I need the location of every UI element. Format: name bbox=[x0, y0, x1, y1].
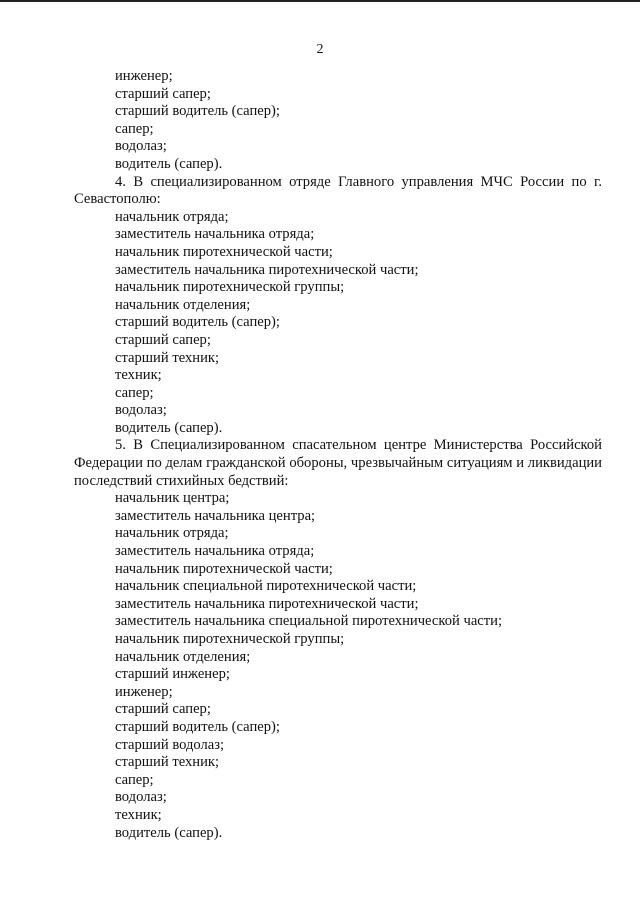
section-heading: 4. В специализированном отряде Главного управления МЧС России по г. Севастополю: bbox=[74, 173, 602, 208]
list-item: водитель (сапер). bbox=[115, 824, 223, 841]
list-item: начальник отделения; bbox=[115, 296, 251, 313]
list-item: старший водитель (сапер); bbox=[115, 718, 280, 735]
document-body bbox=[74, 68, 602, 842]
list-item: старший водитель (сапер); bbox=[115, 314, 280, 331]
list-continued bbox=[74, 68, 602, 174]
list-item: заместитель начальника отряда; bbox=[115, 543, 315, 560]
list-item: инженер; bbox=[115, 68, 173, 84]
list-item: старший техник; bbox=[115, 349, 220, 366]
list-item: старший сапер; bbox=[115, 331, 211, 348]
section-heading: 5. В Специализированном спасательном центре Министерства Российской Федерации по делам гражданской обороны, чрезвычайным ситуациям и ликвидации последствий стихийных бедствий: bbox=[74, 437, 602, 489]
list-item: старший сапер; bbox=[115, 701, 211, 718]
list-item: старший инженер; bbox=[115, 666, 230, 683]
list-item: инженер; bbox=[115, 683, 173, 700]
list-item: начальник пиротехнической группы; bbox=[115, 631, 345, 647]
list-item: старший сапер; bbox=[115, 85, 211, 102]
page-number: 2 bbox=[316, 42, 324, 57]
list-item: начальник отряда; bbox=[115, 525, 229, 542]
page-top-edge bbox=[0, 0, 640, 2]
list-item: заместитель начальника специальной пиротехнической части; bbox=[115, 613, 503, 630]
list-item: начальник пиротехнической части; bbox=[115, 560, 333, 577]
list-item: водолаз; bbox=[115, 138, 167, 155]
section-4 bbox=[74, 174, 602, 438]
list-item: заместитель начальника центра; bbox=[115, 507, 316, 524]
list-item: начальник центра; bbox=[115, 490, 230, 507]
list-item: техник; bbox=[115, 806, 162, 823]
list-item: начальник пиротехнической группы; bbox=[115, 279, 345, 296]
list-item: водолаз; bbox=[115, 402, 167, 419]
list-item: сапер; bbox=[115, 384, 154, 401]
list-item: начальник отделения; bbox=[115, 648, 251, 665]
list-item: техник; bbox=[115, 367, 162, 384]
list-item: сапер; bbox=[115, 771, 154, 788]
list-item: начальник отряда; bbox=[115, 208, 229, 225]
list-item: заместитель начальника пиротехнической части; bbox=[115, 595, 419, 612]
list-item: водитель (сапер). bbox=[115, 155, 223, 172]
list-item: старший водолаз; bbox=[115, 736, 225, 753]
list-item: начальник пиротехнической части; bbox=[115, 243, 333, 260]
list-item: заместитель начальника отряда; bbox=[115, 226, 315, 243]
list-item: водитель (сапер). bbox=[115, 419, 223, 436]
list-item: начальник специальной пиротехнической части; bbox=[115, 578, 417, 595]
list-item: старший техник; bbox=[115, 754, 220, 771]
list-item: сапер; bbox=[115, 120, 154, 137]
list-item: старший водитель (сапер); bbox=[115, 103, 280, 120]
section-5 bbox=[74, 437, 602, 842]
list-item: водолаз; bbox=[115, 789, 167, 806]
list-item: заместитель начальника пиротехнической части; bbox=[115, 261, 419, 278]
